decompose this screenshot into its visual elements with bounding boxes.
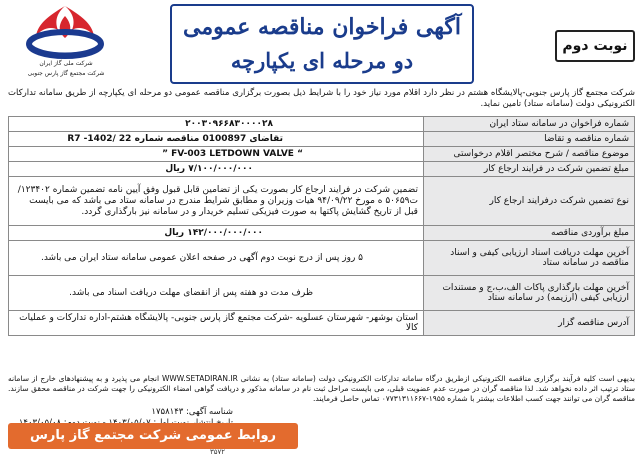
row-label: آدرس مناقصه گزار xyxy=(424,311,635,336)
notice-title: آگهی فراخوان مناقصه عمومی xyxy=(183,14,461,40)
estimated-amount-value: ۱۴۲/۰۰۰/۰۰۰/۰۰۰ ریال xyxy=(9,226,424,241)
tender-details-table xyxy=(8,116,635,336)
table-row xyxy=(9,162,635,177)
guarantee-type-value: تضمین شرکت در فرایند ارجاع کار بصورت یکی از تضامین قابل قبول وفق آیین نامه تضمین شماره ۱۲۳۴۰۲/ت۵۰۶۵۹ ه مورخ ۹۴/۰۹/۲۲ هیات وزیران و مطابق شرایط مندرج در سامانه ستاد می باشد که می بایست قبل از تاریخ گشایش پاکتها به صورت فیزیکی تسلیم خریدار و در سامانه نیز بارگذاری گردد. xyxy=(9,177,424,226)
row-label: آخرین مهلت دریافت اسناد ارزیابی کیفی و اسناد مناقصه در سامانه ستاد xyxy=(424,241,635,276)
table-row xyxy=(9,147,635,162)
logo-caption-company: شرکت مجتمع گاز پارس جنوبی xyxy=(27,70,105,77)
logo-caption: شرکت ملی گاز ایران xyxy=(39,60,93,67)
row-label: مبلغ برآوردی مناقصه xyxy=(424,226,635,241)
notice-subtitle: دو مرحله ای یکپارچه xyxy=(230,48,414,73)
ad-id: شناسه آگهی: ۱۷۵۸۱۴۳ xyxy=(151,407,233,417)
title-box xyxy=(170,4,474,84)
intro-paragraph: شرکت مجتمع گاز پارس جنوبی-پالایشگاه هشتم در نظر دارد اقلام مورد نیاز خود را با شرایط ذیل بصورت برگزاری مناقصه عمومی دو مرحله ای یکپارچه از طریق سامانه تدارکات الکترونیکی دولت (سامانه ستاد) تامین نماید. xyxy=(8,88,635,109)
address-value: استان بوشهر- شهرستان عسلویه -شرکت مجتمع گاز پارس جنوبی- پالایشگاه هشتم-اداره تدارکات و عملیات کالا xyxy=(9,311,424,336)
row-label: شماره مناقصه و تقاضا xyxy=(424,132,635,147)
document-deadline-value: ۵ روز پس از درج نوبت دوم آگهی در صفحه اعلان عمومی سامانه ستاد ایران می باشد. xyxy=(9,241,424,276)
row-label: آخرین مهلت بارگذاری پاکات الف،ب،ج و مستندات ارزیابی کیفی (ارزیمه) در سامانه ستاد xyxy=(424,276,635,311)
table-row xyxy=(9,132,635,147)
tender-number-value: تقاضای 0100897 مناقصه شماره 22 /1402- R7 xyxy=(9,132,424,147)
table-row xyxy=(9,117,635,132)
row-label: شماره فراخوان در سامانه ستاد ایران xyxy=(424,117,635,132)
table-row xyxy=(9,177,635,226)
table-row xyxy=(9,226,635,241)
round-badge: نوبت دوم xyxy=(555,30,635,62)
row-label: موضوع مناقصه / شرح مختصر اقلام درخواستی xyxy=(424,147,635,162)
table-row xyxy=(9,241,635,276)
row-label: نوع تضمین شرکت درفرایند ارجاع کار xyxy=(424,177,635,226)
ad-code: ۳۵۷۲ xyxy=(210,448,226,456)
upload-deadline-value: ظرف مدت دو هفته پس از انقضای مهلت دریافت اسناد می باشد. xyxy=(9,276,424,311)
table-row xyxy=(9,311,635,336)
call-number-value: ۲۰۰۳۰۹۶۶۸۳۰۰۰۰۲۸ xyxy=(9,117,424,132)
row-label: مبلغ تضمین شرکت در فرایند ارجاع کار xyxy=(424,162,635,177)
public-relations-banner: روابط عمومی شرکت مجتمع گاز پارس جنوبی xyxy=(8,423,298,449)
footer-paragraph: بدیهی است کلیه فرآیند برگزاری مناقصه الکترونیکی ازطریق درگاه سامانه تدارکات الکترونیکی دولت (سامانه ستاد) به نشانی WWW.SETADIRAN.IR انجام می پذیرد و به پیشنهادهای خارج از سامانه ستاد ترتیب اثر داده نخواهد شد. لذا مناقصه گران در صورت عدم عضویت قبلی، می بایست مراحل ثبت نام در سامانه مذکور و دریافت گواهی امضاء الکترونیکی را جهت شرکت در مناقصه محقق سازند. مناقصه گران می توانند جهت کسب اطلاعات بیشتر با شماره ۱۹۵۵-۰۷۷۳۱۳۱۱۶۶۷ تماس حاصل فرمایند. xyxy=(8,374,635,403)
subject-value: “ FV-003 LETDOWN VALVE ” xyxy=(9,147,424,162)
guarantee-amount-value: ۷/۱۰۰/۰۰۰/۰۰۰ ریال xyxy=(9,162,424,177)
table-row xyxy=(9,276,635,311)
